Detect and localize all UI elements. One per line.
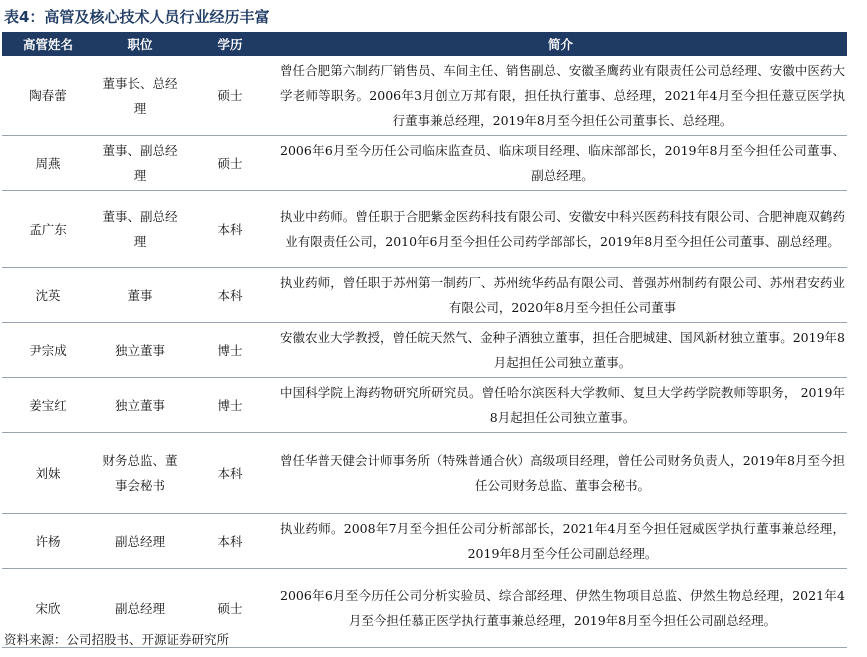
cell-education: 博士 — [186, 378, 274, 433]
table-row — [2, 56, 847, 136]
table-row — [2, 323, 847, 378]
cell-education: 硕士 — [186, 569, 274, 648]
cell-name: 周燕 — [2, 136, 94, 191]
cell-position: 董事、副总经理 — [94, 136, 186, 191]
cell-name: 姜宝红 — [2, 378, 94, 433]
table-row — [2, 378, 847, 433]
cell-position: 副总经理 — [94, 514, 186, 569]
header-name: 高管姓名 — [2, 32, 94, 56]
cell-intro: 安徽农业大学教授，曾任皖天然气、金种子酒独立董事，担任合肥城建、国风新材独立董事。2019年8月起担任公司独立董事。 — [274, 323, 847, 378]
table-row — [2, 191, 847, 268]
cell-education: 博士 — [186, 323, 274, 378]
cell-name: 陶春蕾 — [2, 56, 94, 136]
cell-education: 本科 — [186, 514, 274, 569]
source-note: 资料来源：公司招股书、开源证券研究所 — [4, 632, 230, 647]
cell-name: 沈英 — [2, 268, 94, 323]
cell-position: 董事长、总经理 — [94, 56, 186, 136]
cell-education: 硕士 — [186, 56, 274, 136]
cell-name: 尹宗成 — [2, 323, 94, 378]
table-row — [2, 433, 847, 514]
header-education: 学历 — [186, 32, 274, 56]
cell-intro: 执业中药师。曾任职于合肥紫金医药科技有限公司、安徽安中科兴医药科技有限公司、合肥神鹿双鹤药业有限责任公司，2010年6月至今担任公司药学部部长，2019年8月至今担任公司董事、副总经理。 — [274, 191, 847, 268]
cell-intro: 2006年6月至今历任公司分析实验员、综合部经理、伊然生物项目总监、伊然生物总经理，2021年4月至今担任慕正医学执行董事兼总经理，2019年8月至今担任公司副总经理。 — [274, 569, 847, 648]
cell-name: 孟广东 — [2, 191, 94, 268]
table-header-row — [2, 32, 847, 56]
cell-intro: 曾任合肥第六制药厂销售员、车间主任、销售副总、安徽圣鹰药业有限责任公司总经理、安徽中医药大学老师等职务。2006年3月创立万邦有限，担任执行董事、总经理，2021年4月至今担任薏豆医学执行董事兼总经理，2019年8月至今担任公司董事长、总经理。 — [274, 56, 847, 136]
cell-name: 宋欣 — [2, 569, 94, 648]
header-position: 职位 — [94, 32, 186, 56]
cell-intro: 执业药师，曾任职于苏州第一制药厂、苏州统华药品有限公司、普强苏州制药有限公司、苏州君安药业有限公司，2020年8月至今担任公司董事 — [274, 268, 847, 323]
cell-intro: 曾任华普天健会计师事务所（特殊普通合伙）高级项目经理，曾任公司财务负责人，2019年8月至今担任公司财务总监、董事会秘书。 — [274, 433, 847, 514]
cell-intro: 执业药师。2008年7月至今担任公司分析部部长，2021年4月至今担任冠威医学执行董事兼总经理，2019年8月至今任公司副总经理。 — [274, 514, 847, 569]
cell-education: 硕士 — [186, 136, 274, 191]
cell-position: 财务总监、董事会秘书 — [94, 433, 186, 514]
cell-name: 刘妹 — [2, 433, 94, 514]
cell-name: 许杨 — [2, 514, 94, 569]
table-row — [2, 136, 847, 191]
cell-education: 本科 — [186, 433, 274, 514]
cell-education: 本科 — [186, 191, 274, 268]
cell-position: 独立董事 — [94, 323, 186, 378]
executives-table — [2, 32, 847, 648]
cell-intro: 2006年6月至今历任公司临床监查员、临床项目经理、临床部部长，2019年8月至今担任公司董事、副总经理。 — [274, 136, 847, 191]
table-title: 表4：高管及核心技术人员行业经历丰富 — [4, 8, 270, 26]
cell-position: 副总经理 — [94, 569, 186, 648]
cell-intro: 中国科学院上海药物研究所研究员。曾任哈尔滨医科大学教师、复旦大学药学院教师等职务， 2019年8月起担任公司独立董事。 — [274, 378, 847, 433]
cell-position: 董事、副总经理 — [94, 191, 186, 268]
cell-education: 本科 — [186, 268, 274, 323]
cell-position: 董事 — [94, 268, 186, 323]
header-intro: 简介 — [274, 32, 847, 56]
table-row — [2, 514, 847, 569]
cell-position: 独立董事 — [94, 378, 186, 433]
table-row — [2, 268, 847, 323]
